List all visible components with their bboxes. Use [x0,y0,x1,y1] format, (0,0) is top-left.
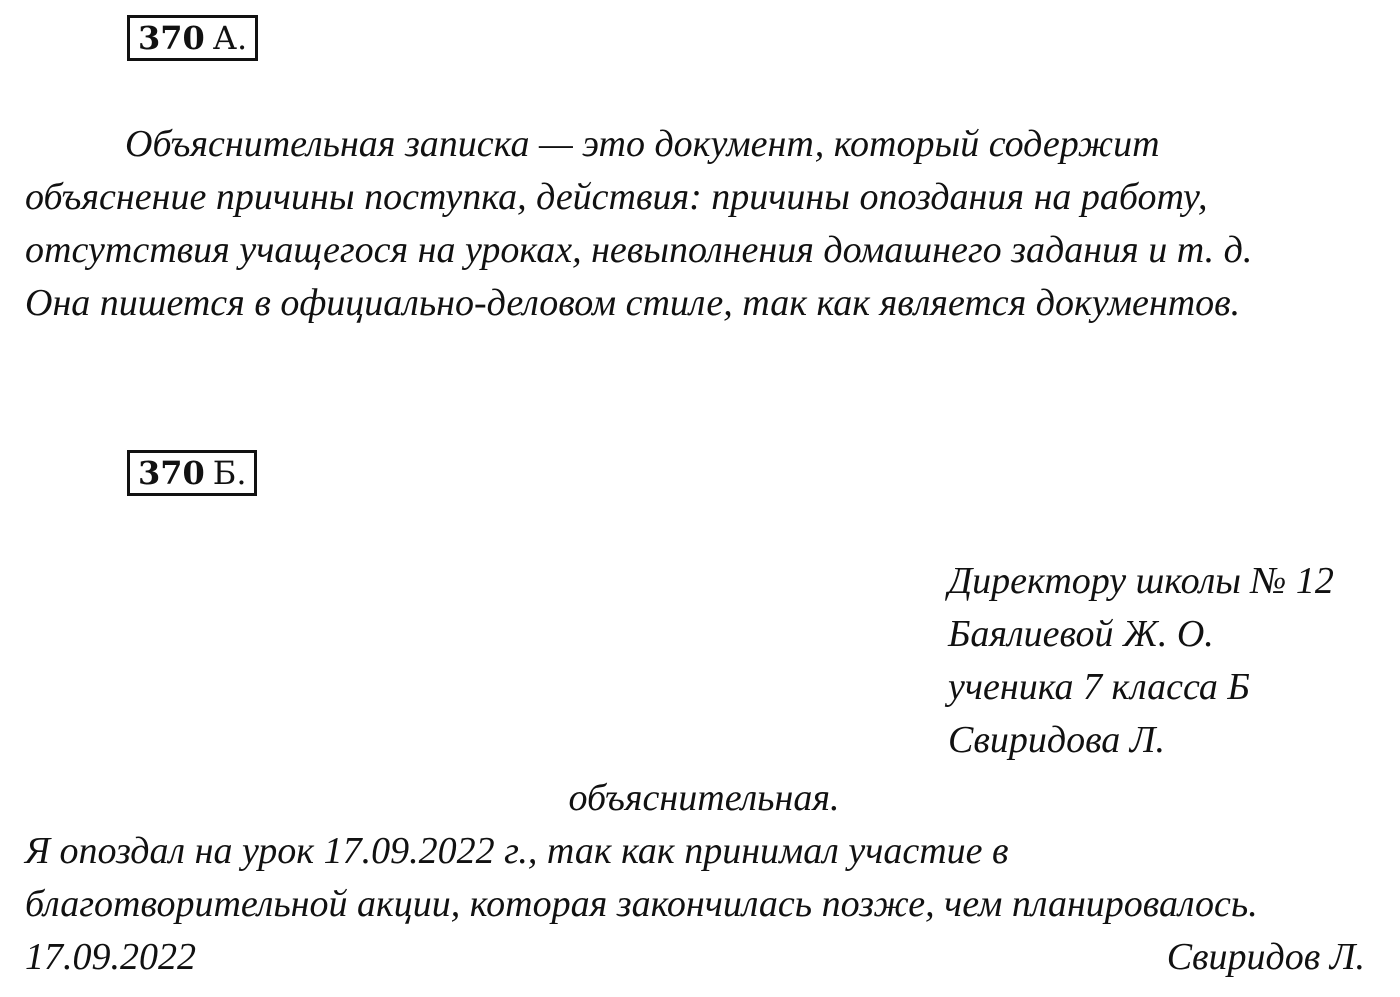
document-footer [25,931,1365,984]
recipient-line: Свиридова Л. [948,719,1166,761]
document-body [25,825,1370,931]
definition-line: Объяснительная записка — это документ, который содержит [125,123,1160,165]
task-letter: А. [212,19,248,57]
task-letter: Б. [212,454,247,492]
task-number: 370 [138,19,205,57]
task-label-370a [127,15,258,61]
document-date: 17.09.2022 [25,936,196,978]
recipient-line: Баялиевой Ж. О. [948,613,1214,655]
task-label-370b [127,450,257,496]
definition-line: Она пишется в официально-деловом стиле, так как является документов. [25,282,1241,324]
recipient-line: ученика 7 класса Б [948,666,1250,708]
task-number: 370 [138,454,205,492]
document-signature: Свиридов Л. [1166,936,1365,978]
body-line: Я опоздал на урок 17.09.2022 г., так как принимал участие в [25,830,1009,872]
body-line: благотворительной акции, которая закончилась позже, чем планировалось. [25,883,1258,925]
document-title: объяснительная. [568,777,840,819]
recipient-line: Директору школы № 12 [948,560,1334,602]
definition-line: объяснение причины поступка, действия: причины опоздания на работу, [25,176,1208,218]
definition-line: отсутствия учащегося на уроках, невыполнения домашнего задания и т. д. [25,229,1253,271]
recipient-block [948,555,1378,767]
definition-paragraph [25,118,1370,330]
